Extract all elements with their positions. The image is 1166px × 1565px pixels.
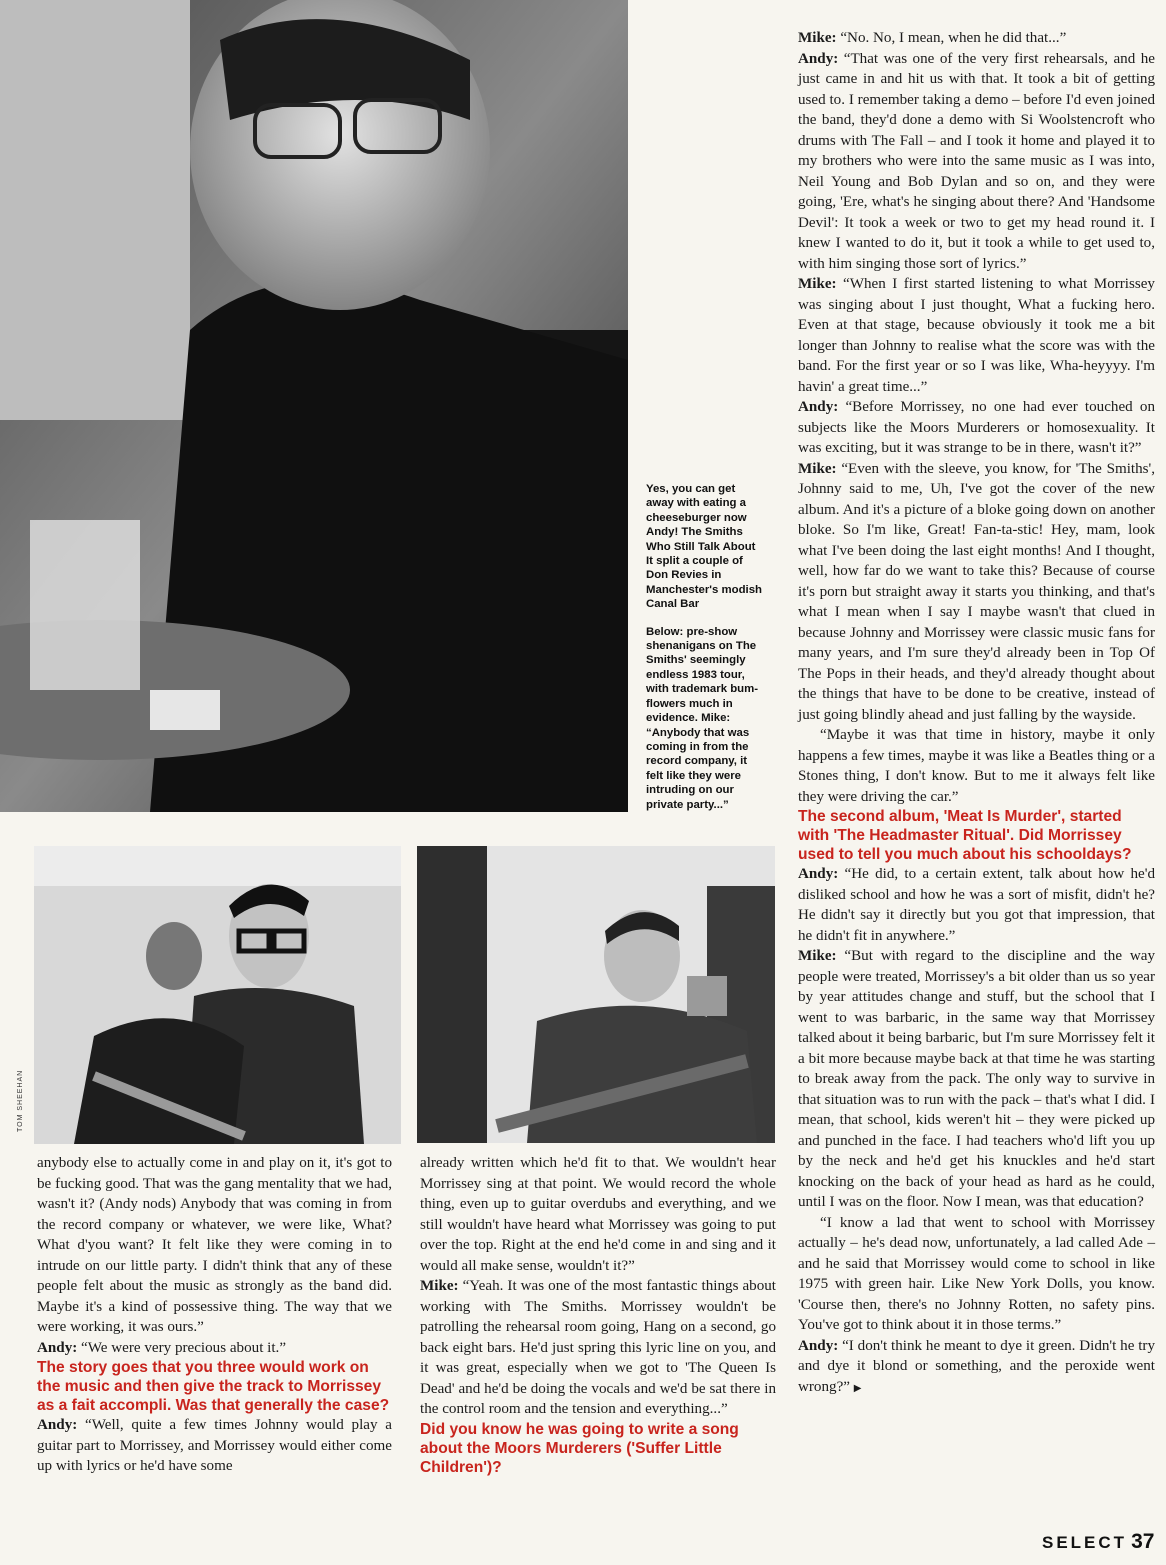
question-fait-accompli: The story goes that you three would work on the music and then give the track to Morrissey as a fait accompli. Was that generally the case? [37,1359,390,1414]
continue-arrow-icon: ▶ [853,1382,862,1394]
speaker-andy: Andy: [798,399,839,415]
col3-paragraph-5 [798,459,1155,726]
col3-paragraph-9: “I know a lad that went to school with Morrissey actually – he's dead now, unfortunately, a lad called Ade – and he said that Morrissey would come to school in like 1975 with green hair. Like New York Dolls, you know. 'Course then, there's no Johnny Rotten, no safety pins. You've got to think about it in those terms.” [798,1214,1155,1333]
speaker-andy: Andy: [37,1339,78,1356]
speaker-mike: Mike: [420,1278,459,1294]
speaker-andy: Andy: [37,1417,78,1433]
column-3 [798,28,1155,1399]
col3-paragraph-6: “Maybe it was that time in history, maybe it only happens a few times, maybe it was like a Beatles thing or a Stones thing, I don't know. But to me it always felt like they were driving the car.” [798,727,1155,805]
col3-text-3: “When I first started listening to what Morrissey was singing about I just thought, What a fucking hero. Even at that stage, because obviously it took me a bit longer than Johnny to realise what the score was with the band. For the first year or so I was like, Wha-heyyyy. I'm havin' a great time...” [798,276,1155,395]
column-1 [37,1153,392,1477]
photo-andy-bass [417,846,775,1143]
column-2 [420,1153,776,1477]
col3-paragraph-3 [798,274,1155,397]
speaker-andy: Andy: [798,866,839,882]
photo-credit: TOM SHEEHAN [17,1069,24,1132]
caption-main: Yes, you can get away with eating a cheeseburger now Andy! The Smiths Who Still Talk About It split a couple of Don Revies in Manchester's modish Canal Bar [646,483,763,611]
col1-answer-2: “Well, quite a few times Johnny would play a guitar part to Morrissey, and Morrissey would either come up with lyrics or he'd have some [37,1417,392,1474]
question-moors-murderers: Did you know he was going to write a song about the Moors Murderers ('Suffer Little Children')? [420,1420,739,1476]
main-photo [0,0,628,812]
col3-paragraph-2 [798,49,1155,275]
col2-paragraph-1: already written which he'd fit to that. We wouldn't hear Morrissey sing at that point. We would record the whole thing, even up to guitar overdubs and everything, and we still wouldn't have heard what Morrissey was going to put over the top. Right at the end he'd come in and sing and it would all make sense, wouldn't it?” [420,1155,776,1274]
question-headmaster-ritual: The second album, 'Meat Is Murder', started with 'The Headmaster Ritual'. Did Morrissey used to tell you much about his schooldays? [798,808,1132,863]
caption-below: Below: pre-show shenanigans on The Smiths' seemingly endless 1983 tour, with trademark bum-flowers much in evidence. Mike: “Anybody that was coming in from the record company, it felt like they were intruding on our private party...” [646,625,759,811]
col3-paragraph-1 [798,28,1155,49]
col3-text-5: “Even with the sleeve, you know, for 'The Smiths', Johnny said to me, Uh, I've got the cover of the new album. And it's a picture of a bloke going down on another bloke. So I'm like, Great! Fan-ta-stic! Hey, mam, look what I've been doing the last eight months! And I thought, well, how far do we want to take this? Because of course it's porn but straight away it starts you thinking, and that's what I mean when I say I maybe wasn't that clued in because Johnny and Morrissey were classic music fans for many years, and I'm sure they'd already been in Top Of The Pops in their heads, and they'd already thought about the things that have to be done to be creative, instead of just going blindly ahead and just falling by the wayside. [798,460,1156,723]
speaker-mike: Mike: [798,460,837,477]
col1-paragraph-3 [37,1415,392,1477]
col1-paragraph-2 [37,1338,392,1359]
col1-paragraph-1: anybody else to actually come in and play on it, it's got to be fucking good. That was the gang mentality that we had, wasn't it? (Andy nods) Anybody that was coming in from the record company or whatever, we were like, What? What d'you want? It felt like they were coming in to intrude on our little party. I didn't think that any of these people felt about the music as strongly as the band did. Maybe it's a kind of possessive thing. The way that we were working, it was ours.” [37,1155,392,1335]
col3-text-4: “Before Morrissey, no one had ever touched on subjects like the Moors Murderers or homosexuality. It was exciting, but it was strange to be in there, wasn't it?” [798,399,1155,456]
col2-answer: “Yeah. It was one of the most fantastic things about working with The Smiths. Morrissey wouldn't be patrolling the rehearsal room going, Hang on a second, go back eight bars. He'd just spring this lyric line on you, and it was great, especially when we got to 'The Queen Is Dead' and he'd be doing the vocals and we'd be sat there in the control room and the tension and everything...” [420,1278,776,1417]
photo-morrissey-johnny [34,846,401,1144]
col3-text-2: “That was one of the very first rehearsals, and he just came in and hit us with that. It took a bit of getting used to. I remember taking a demo – before I'd even joined the band, they'd done a demo with Si Woolstencroft who drums with The Fall – and I took it home and played it to my brothers who were into the same music as I was into, Neil Young and Bob Dylan and so on, and they were going, 'Ere, what's he singing about there? And 'Handsome Devil': It took a week or two to get my head round it. I knew I wanted to do it, but it took a while to get used to, with him singing those sort of lyrics.” [798,50,1155,272]
photo-right [417,846,775,1143]
magazine-name: SELECT [1042,1533,1128,1552]
col3-text-7: “He did, to a certain extent, talk about how he'd disliked school and how he was a sort of misfit, didn't he? He didn't say it directly but you got that impression, that he didn't fit in anywhere.” [798,866,1155,944]
speaker-mike: Mike: [798,30,837,46]
col3-text-1: “No. No, I mean, when he did that...” [840,30,1067,46]
photo-andy-canal-bar [0,0,628,812]
col3-paragraph-10 [798,1336,1155,1400]
photo-caption [646,482,764,825]
col3-text-8: “But with regard to the discipline and the way people were treated, Morrissey's a bit older than us so year by year attitudes change and stuff, but the school that I went to was barbaric, in the same way that Morrissey talked about it being barbaric, but I'm sure Morrissey felt it a bit more because maybe back at that time he was starting to break away from the pack. The only way to survive in that situation was to run with the pack – that's what I did. I mean, that school, kids weren't hit – they were picked up and punched in the face. I had teachers who'd lift you up by the neck and he'd get his knuckles and he'd start knocking on the back of your head as hard as he could, until I was on the floor. Now I mean, was that education? [798,948,1155,1210]
col3-paragraph-7 [798,864,1155,946]
page-number: 37 [1131,1530,1155,1553]
speaker-mike: Mike: [798,276,837,292]
col3-paragraph-4 [798,397,1155,459]
speaker-andy: Andy: [798,50,839,67]
col1-answer: “We were very precious about it.” [81,1339,287,1356]
col3-paragraph-8 [798,946,1155,1213]
col2-paragraph-2 [420,1276,776,1420]
col3-text-10: “I don't think he meant to dye it green. Didn't he try and dye it blond or something, and the peroxide went wrong?” [798,1337,1155,1395]
photo-left [34,846,401,1144]
speaker-andy: Andy: [798,1337,839,1354]
page-folio [1042,1530,1154,1554]
speaker-mike: Mike: [798,948,837,964]
